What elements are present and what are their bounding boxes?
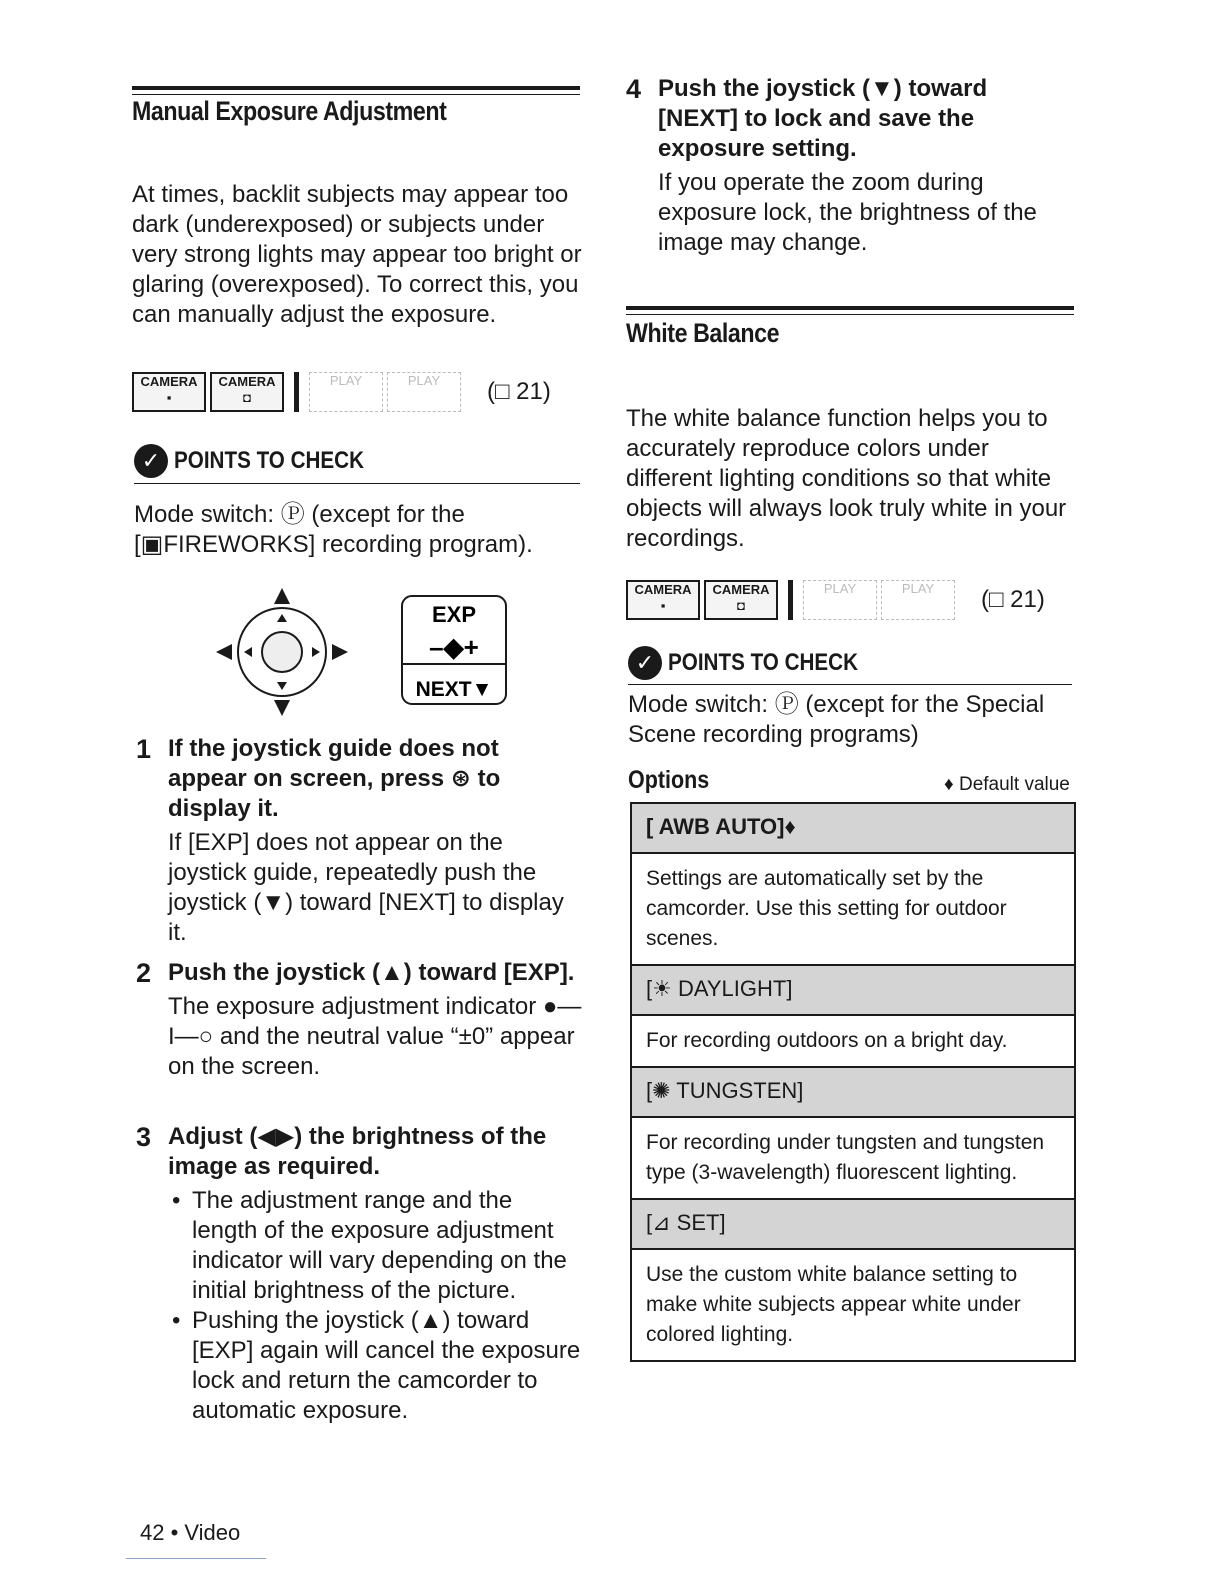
joystick-center (262, 632, 302, 672)
step-body: The exposure adjustment indicator ●—I—○ and the neutral value “±0” appear on the screen. (168, 993, 582, 1080)
exp-minus-plus: –◆+ (429, 632, 479, 662)
camera-movie-mode-icon: CAMERA ▪ (132, 372, 206, 412)
mode-separator (294, 372, 299, 412)
mode-separator (788, 580, 793, 620)
points-to-check-rule (134, 483, 580, 484)
checkmark-icon: ✓ (628, 646, 662, 680)
section-rule-bottom (132, 94, 580, 95)
checkmark-icon: ✓ (134, 444, 168, 478)
option-auto-name: [ AWB AUTO]♦ (632, 804, 1074, 854)
step-title: Push the joystick (▲) toward [EXP]. (168, 959, 575, 986)
option-tungsten-name: [✺ TUNGSTEN] (632, 1068, 1074, 1118)
section-rule-top (132, 86, 580, 90)
exposure-intro: At times, backlit subjects may appear too dark (underexposed) or subjects under very strong lights may appear too bright or glaring (overexposed). To correct this, you can manually adjust the exposure. (132, 181, 582, 328)
white-balance-options-table (630, 802, 1076, 1362)
points-to-check-title: POINTS TO CHECK (174, 447, 364, 474)
mode-icons-white-balance (626, 580, 1045, 620)
default-value-note: ♦ Default value (944, 774, 1070, 795)
step-number: 4 (626, 74, 642, 104)
option-tungsten-desc: For recording under tungsten and tungsten type (3-wavelength) fluorescent lighting. (632, 1118, 1074, 1200)
arrow-left-icon (216, 644, 232, 660)
section-rule-bottom (626, 314, 1074, 315)
step-3 (136, 1122, 582, 1426)
step-title: If the joystick guide does not appear on screen, press ⊛ to display it. (168, 735, 501, 822)
page-reference: (□ 21) (981, 586, 1045, 613)
bullet-item: • Pushing the joystick (▲) toward [EXP] again will cancel the exposure lock and return the camcorder to automatic exposure. (168, 1306, 582, 1426)
mode-icons-exposure (132, 372, 551, 412)
points-to-check-title: POINTS TO CHECK (668, 649, 858, 676)
arrow-up-icon (274, 588, 290, 604)
arrow-down-icon (274, 700, 290, 716)
next-label: NEXT▼ (415, 678, 493, 701)
footer-rule (126, 1558, 266, 1559)
mode-switch-note: Mode switch: Ⓟ (except for the Special Scene recording programs) (628, 691, 1045, 748)
step-body: If you operate the zoom during exposure lock, the brightness of the image may change. (658, 169, 1037, 256)
play-photo-mode-icon: PLAY (881, 580, 955, 620)
camera-movie-mode-icon: CAMERA ▪ (626, 580, 700, 620)
camera-photo-mode-icon: CAMERA ◘ (210, 372, 284, 412)
option-set-name: [⊿ SET] (632, 1200, 1074, 1250)
step-number: 1 (136, 734, 152, 764)
step-number: 3 (136, 1122, 152, 1152)
page-footer: 42 • Video (140, 1520, 241, 1545)
arrow-right-icon (332, 644, 348, 660)
step-2 (136, 958, 582, 1082)
points-to-check-rule (628, 684, 1072, 685)
step-body: If [EXP] does not appear on the joystick guide, repeatedly push the joystick (▼) toward [NEXT] to display it. (168, 829, 564, 946)
exp-label: EXP (431, 602, 477, 627)
step-4 (626, 74, 1072, 258)
option-set-desc: Use the custom white balance setting to make white subjects appear white under colored lighting. (646, 1263, 1021, 1346)
white-balance-intro: The white balance function helps you to accurately reproduce colors under different lighting conditions so that white objects will always look truly white in your recordings. (626, 405, 1067, 552)
joystick-diagram (212, 584, 512, 720)
step-bullets (168, 1186, 582, 1426)
points-to-check-header (628, 646, 889, 680)
points-to-check-header (134, 444, 395, 478)
bullet-item: • The adjustment range and the length of the exposure adjustment indicator will vary depending on the initial brightness of the picture. (168, 1186, 582, 1306)
option-daylight-name: [☀ DAYLIGHT] (632, 966, 1074, 1016)
page-reference: (□ 21) (487, 378, 551, 405)
play-movie-mode-icon: PLAY (803, 580, 877, 620)
section-title-white-balance: White Balance (626, 318, 780, 348)
option-daylight-desc: For recording outdoors on a bright day. (632, 1016, 1074, 1068)
play-photo-mode-icon: PLAY (387, 372, 461, 412)
step-title: Adjust (◀▶) the brightness of the image as required. (168, 1123, 547, 1180)
option-auto-desc: Settings are automatically set by the camcorder. Use this setting for outdoor scenes. (632, 854, 1074, 966)
section-title-exposure: Manual Exposure Adjustment (132, 96, 447, 126)
step-1 (136, 734, 582, 948)
mode-switch-note: Mode switch: Ⓟ (except for the [▣FIREWORKS] recording program). (134, 501, 533, 558)
section-rule-top (626, 306, 1074, 310)
play-movie-mode-icon: PLAY (309, 372, 383, 412)
step-title: Push the joystick (▼) toward [NEXT] to lock and save the exposure setting. (658, 75, 988, 162)
step-number: 2 (136, 958, 152, 988)
camera-photo-mode-icon: CAMERA ◘ (704, 580, 778, 620)
options-label: Options (628, 766, 710, 794)
